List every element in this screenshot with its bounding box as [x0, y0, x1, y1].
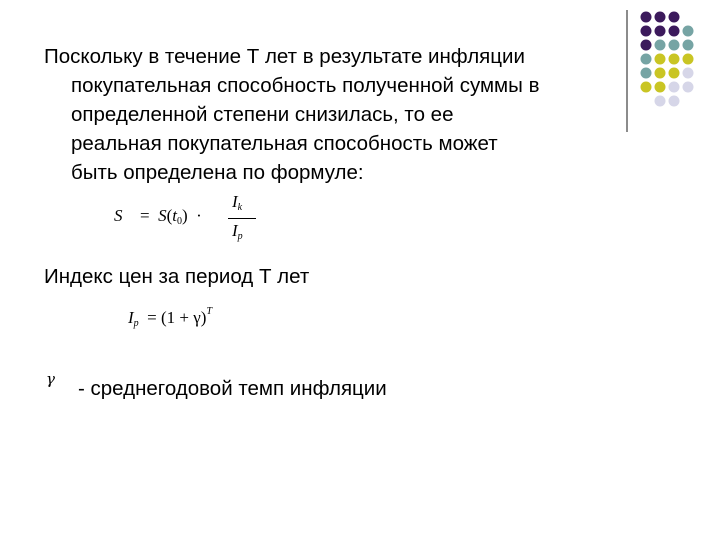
gamma-description: - среднегодовой темп инфляции	[78, 377, 387, 400]
fraction-bar	[228, 218, 256, 219]
paragraph-line-1: Поскольку в течение Т лет в результате инфляции	[44, 45, 525, 68]
decorative-dot	[655, 68, 666, 79]
decorative-dot	[655, 82, 666, 93]
decorative-dot	[655, 26, 666, 37]
price-index-formula: $I_p = (1 + \gamma)^T$	[128, 306, 212, 329]
decorative-dot	[641, 82, 652, 93]
decorative-dot	[655, 40, 666, 51]
paragraph-line-4: реальная покупательная способность может	[71, 132, 498, 155]
price-index-heading: Индекс цен за период Т лет	[44, 265, 310, 288]
formula-rhs: = $S(t_0)$ ·	[140, 206, 202, 227]
fraction-numerator: $I_k$	[232, 192, 243, 213]
decorative-dot	[683, 82, 694, 93]
fraction-denominator: $I_p$	[232, 221, 243, 242]
decorative-dot	[683, 40, 694, 51]
decorative-dot	[669, 40, 680, 51]
decorative-dot	[655, 54, 666, 65]
decorative-dot	[683, 54, 694, 65]
decorative-dot	[669, 82, 680, 93]
decorative-dot	[655, 96, 666, 107]
paragraph-line-2: покупательная способность полученной суммы в	[71, 74, 540, 97]
decorative-dot	[669, 68, 680, 79]
decorative-dot	[683, 68, 694, 79]
gamma-symbol: γ	[46, 370, 55, 388]
decorative-dot	[669, 12, 680, 23]
decorative-dot	[655, 12, 666, 23]
decorative-dot	[669, 96, 680, 107]
decorative-dot	[641, 12, 652, 23]
intro-paragraph	[44, 42, 634, 187]
formula-lhs: S	[114, 206, 123, 225]
decorative-dot	[683, 26, 694, 37]
decorative-dot	[641, 54, 652, 65]
decorative-dot	[669, 54, 680, 65]
paragraph-line-3: определенной степени снизилась, то ее	[71, 103, 454, 126]
paragraph-line-5: быть определена по формуле:	[71, 161, 364, 184]
real-value-formula	[114, 192, 264, 252]
decorative-dot	[641, 68, 652, 79]
decorative-dot	[641, 26, 652, 37]
decorative-dot	[669, 26, 680, 37]
decorative-dot	[641, 40, 652, 51]
